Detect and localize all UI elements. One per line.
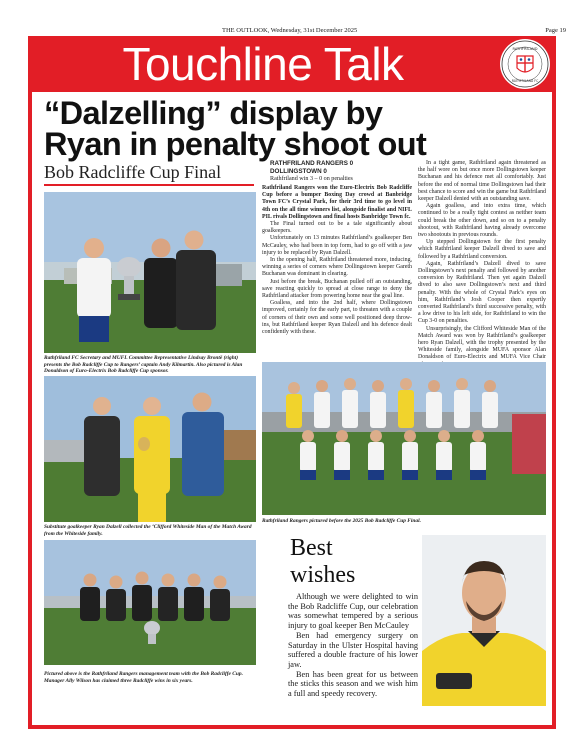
article-column-1 [262, 160, 412, 336]
wishes-title [290, 535, 355, 589]
wishes-title-line-2: wishes [290, 562, 356, 588]
photo-goalkeeper-portrait [422, 535, 546, 706]
result-sub: Rathfriland win 3 – 0 on penalties [270, 176, 353, 182]
result-home: RATHFRILAND RANGERS 0 [270, 160, 354, 167]
wishes-body [288, 592, 418, 699]
crest-name: RATHFRILAND [512, 47, 538, 51]
caption-team: Rathfriland Rangers pictured before the 2025 Bob Radcliffe Cup Final. [262, 518, 421, 524]
wishes-title-line-1: Best [290, 535, 333, 561]
subhead: Bob Radcliffe Cup Final [44, 162, 222, 182]
paragraph: Unsurprisingly, the Clifford Whiteside Man of the Match Award was won by Rathfriland’s goalkeeper hero Ryan Dalzell, with the trophy presented by the Whiteside family, alongside MUFA sponsor Alan Donaldson of Euro-Electrix and MUFA Vice Chair [418, 325, 546, 361]
club-crest-icon [500, 39, 550, 89]
subhead-rule [44, 184, 254, 186]
paragraph-intro: Rathfriland Rangers won the Euro-Electrix Bob Radcliffe Cup before a bumper Boxing Day crowd at Banbridge Town FC’s Crystal Park, for their 3rd time to go level in 4th on the all time winners list, alongside finalist and NIFL PIL rivals Dollingstown and final hosts Banbridge Town fc. [262, 185, 412, 220]
page-header [0, 0, 580, 36]
headline-line-1: “Dalzelling” display by [44, 95, 383, 131]
paragraph: Unfortunately on 13 minutes Rathfriland’s goalkeeper Ben McCauley, who had been in top form, had to go off with a jaw injury to be replaced by Ryan Dalzell. [262, 235, 412, 256]
caption-management-team: Pictured above is the Rathfriland Rangers management team with the Bob Radcliffe Cup. Manager Ally Wilson has claimed three Radcliffe wins in six years. [44, 671, 243, 684]
paragraph: Just before the break, Buchanan pulled off an outstanding, save reacting quickly to spread at close range to deny the Rathfriland attacker from powering home near the goal line. [262, 278, 412, 300]
paragraph: Again goalless, and into extra time, which continued to be a really tight contest as neither team could break the other down, and so on to a penalty shootout, with Rathfriland having already overcome two shootouts in previous rounds. [418, 203, 546, 239]
article-column-2 [418, 160, 546, 369]
headline-line-2: Ryan in penalty shoot out [44, 126, 427, 162]
wishes-paragraph: Ben has been great for us between the sticks this season and we wish him a full and speedy recovery. [288, 669, 418, 699]
headline [44, 95, 544, 162]
paragraph: Goalless, and into the 2nd half, where Dollingstown improved, certainly for the early part, to threaten with a couple of corners of their own and some well positioned deep throw-ins, but Rathfriland keeper Ryan Dalzell and his defence dealt confidently with these. [262, 300, 412, 336]
photo-cup-presentation [44, 192, 256, 353]
paper-line: THE OUTLOOK, Wednesday, 31st December 2025 [222, 27, 358, 34]
paragraph: Up stepped Dollingstown for the first penalty which Rathfriland keeper Dalzell dived to save and followed by a Rathfriland conversion. [418, 239, 546, 260]
photo-team [262, 362, 546, 515]
paragraph: In the opening half, Rathfriland threatened more, inducing, winning a series of corners where Dollingstown keeper Gareth Buchanan was dominant in clearing. [262, 257, 412, 278]
wishes-paragraph: Ben had emergency surgery on Saturday in the Ulster Hospital having suffered a double fracture of his lower jaw. [288, 630, 418, 669]
crest-sub: RATHFRILAND FC [511, 79, 539, 83]
photo-management-team [44, 540, 256, 665]
page-number: Page 19 [545, 27, 566, 34]
photo-man-of-match [44, 376, 256, 522]
result-away: DOLLINGSTOWN 0 [270, 167, 327, 175]
paragraph: The Final turned out to be a tale significantly about goalkeepers. [262, 221, 412, 235]
paragraph: Again, Rathfriland’s Dalzell dived to save Dollingstown’s next penalty and followed by another conversion by Rathfriland. Then yet again Dalzell dived to also save Dollingstown’s next and third penalty. With the whole of Crystal Park’s eyes on him, Rathfriland’s Josh Cooper then expertly converted Rathfriland’s third successive penalty, with a low drive to his left side, for Rathfriland to win the Cup 3-0 on penalties. [418, 260, 546, 325]
caption-man-of-match: Substitute goalkeeper Ryan Dalzell collected the ‘Clifford Whiteside Man of the Match Award from the Whiteside family. [44, 524, 252, 537]
caption-cup-presentation: Rathfriland FC Secretary and MUFL Committee Representative Lindsay Brontë (right) presents the Bob Radcliffe Cup to Rangers’ captain Andy Kilmartin. Also pictured is Alan Donaldson of Euro-Electrix Bob Radcliffe Cup sponsor. [44, 355, 243, 375]
wishes-paragraph: Although we were delighted to win the Bob Radcliffe Cup, our celebration was somewhat tempered by a serious injury to goal keeper Ben McCauley [288, 592, 418, 631]
section-banner: Touchline Talk [122, 38, 404, 90]
paragraph: In a tight game, Rathfriland again threatened as the half wore on but once more Dollingstown keeper Buchanan and his defence met all comfortably. Just before the end of normal time Dollingstown had their best chance to score and win the game but Rathfriland keeper Dalzell denied with an outstanding save. [418, 160, 546, 203]
